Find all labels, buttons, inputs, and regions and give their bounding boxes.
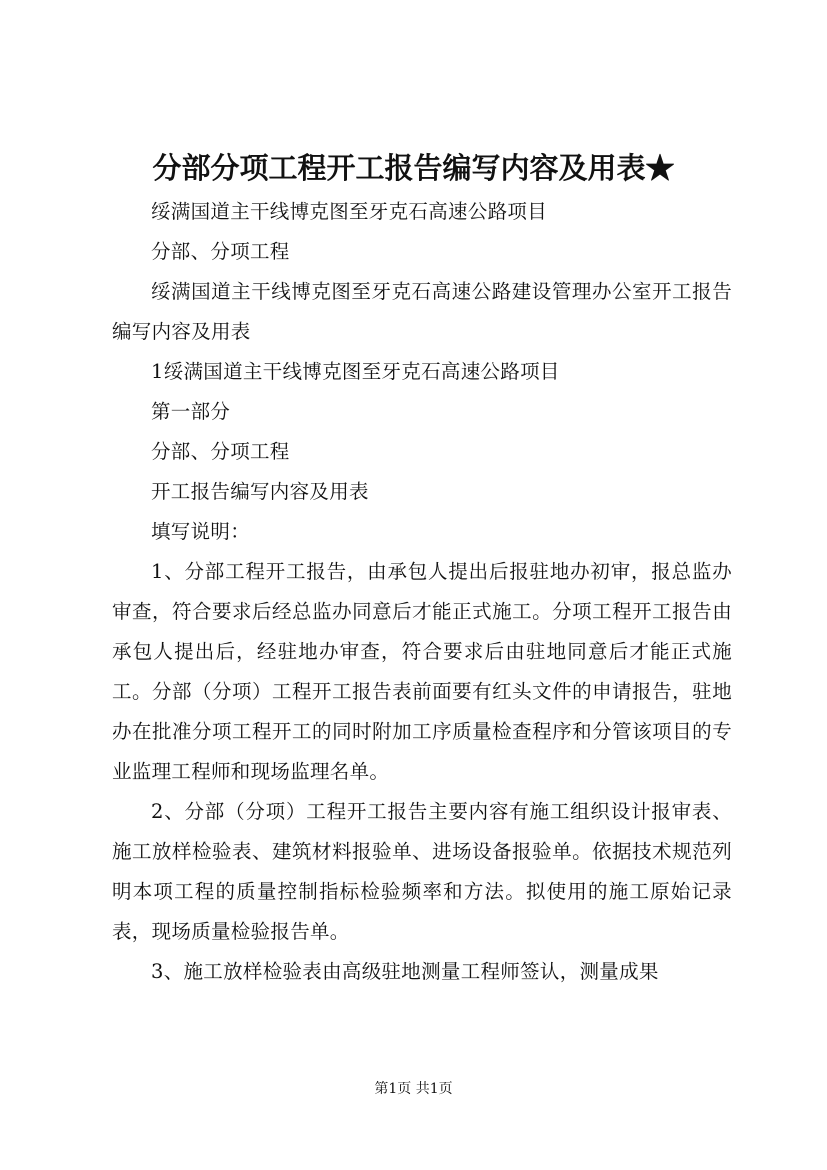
paragraph-section-heading: 分部、分项工程	[151, 240, 290, 263]
paragraph-part-one: 第一部分	[151, 400, 231, 423]
document-title: 分部分项工程开工报告编写内容及用表★	[152, 151, 675, 185]
paragraph-instruction-1: 1、分部工程开工报告，由承包人提出后报驻地办初审，报总监办审查，符合要求后经总监办同意后才能正式施工。分项工程开工报告由承包人提出后，经驻地办审查，符合要求后由驻地同意后才能正式施工。分部（分项）工程开工报告表前面要有红头文件的申请报告，驻地办在批准分项工程开工的同时附加工序质量检查程序和分管该项目的专业监理工程师和现场监理名单。	[112, 560, 732, 783]
paragraph-office-heading: 绥满国道主干线博克图至牙克石高速公路建设管理办公室开工报告编写内容及用表	[112, 280, 732, 343]
document-body	[112, 192, 732, 992]
paragraph-project-name-numbered: 1绥满国道主干线博克图至牙克石高速公路项目	[151, 360, 560, 383]
paragraph-instruction-2: 2、分部（分项）工程开工报告主要内容有施工组织设计报审表、施工放样检验表、建筑材料报验单、进场设备报验单。依据技术规范列明本项工程的质量控制指标检验频率和方法。拟使用的施工原始记录表，现场质量检验报告单。	[112, 800, 732, 943]
paragraph-instruction-3: 3、施工放样检验表由高级驻地测量工程师签认，测量成果	[151, 960, 659, 983]
paragraph-instructions-heading: 填写说明：	[151, 520, 251, 543]
paragraph-report-contents: 开工报告编写内容及用表	[151, 480, 369, 503]
paragraph-project-name: 绥满国道主干线博克图至牙克石高速公路项目	[151, 200, 548, 223]
page-number-footer: 第1页 共1页	[374, 1081, 453, 1097]
paragraph-section-heading-2: 分部、分项工程	[151, 440, 290, 463]
